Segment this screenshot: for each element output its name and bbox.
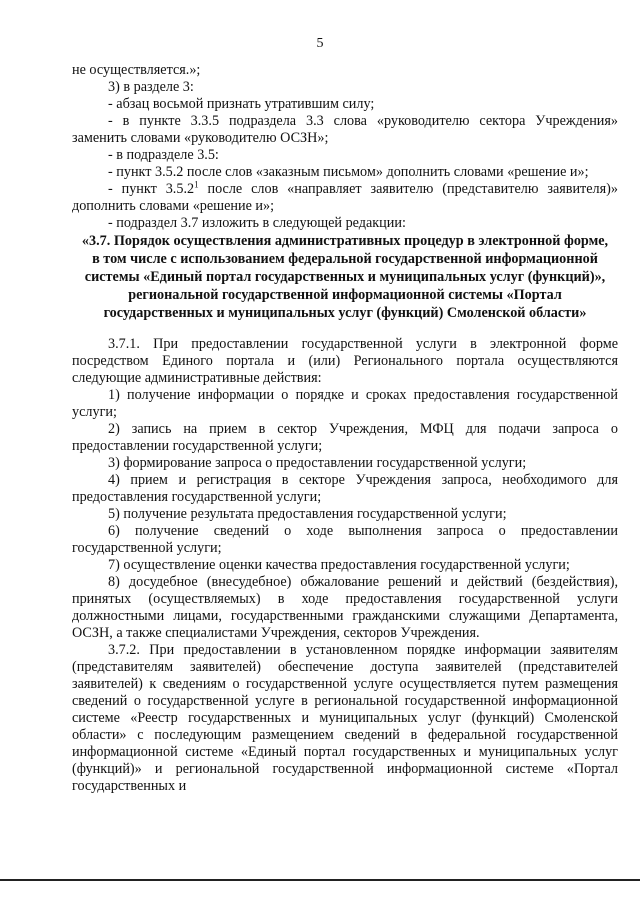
page-number: 5 [316, 36, 324, 51]
paragraph: 3) в разделе 3: [108, 79, 194, 95]
paragraph: - подраздел 3.7 изложить в следующей редакции: [108, 215, 406, 231]
paragraph: 3.7.2. При предоставлении в установленном порядке информации заявителям (представителям заявителей) обеспечение доступа заявителей (представителей заявителей) к сведениям о государственной услуге осуществляется путем размещения сведений о государственной услуге в региональной государственной информационной системе «Реестр государственных и муниципальных услуг (функций) Смоленской области» с последующим размещением сведений в федеральной государственной информационной системе «Единый портал государственных и муниципальных услуг (функций)» и региональной государственной информационной системе «Портал государственных и [72, 642, 618, 794]
list-item: 3) формирование запроса о предоставлении государственной услуги; [108, 455, 527, 471]
paragraph-352-1 [72, 181, 618, 215]
document-body [72, 62, 618, 795]
paragraph: не осуществляется.»; [72, 62, 201, 78]
section-heading: «3.7. Порядок осуществления административных процедур в электронной форме, в том числе с использованием федеральной государственной информационной системы «Единый портал государственных и муниципальных услуг (функций)», региональной государственной информационной системы «Портал государственных и муниципальных услуг (функций) Смоленской области» [81, 233, 609, 321]
list-item: 4) прием и регистрация в секторе Учреждения запроса, необходимого для предоставления государственной услуги; [72, 472, 618, 505]
scan-edge-line [0, 879, 640, 881]
list-item: 5) получение результата предоставления государственной услуги; [108, 506, 507, 522]
paragraph-text: после слов «направляет заявителю (представителю заявителя)» дополнить словами «решение и»; [72, 181, 618, 214]
list-item: 7) осуществление оценки качества предоставления государственной услуги; [108, 557, 570, 573]
paragraph-text: - пункт 3.5.2 [108, 181, 195, 197]
list-item: 8) досудебное (внесудебное) обжалование решений и действий (бездействия), принятых (осуществляемых) в ходе предоставления государственной услуги должностными лицами, государственными гражданскими служащими Департамента, ОСЗН, а также специалистами Учреждения, секторов Учреждения. [72, 574, 618, 641]
list-item: 1) получение информации о порядке и сроках предоставления государственной услуги; [72, 387, 618, 420]
spacer [72, 322, 618, 336]
paragraph: - в пункте 3.3.5 подраздела 3.3 слова «руководителю сектора Учреждения» заменить словами «руководителю ОСЗН»; [72, 113, 618, 146]
paragraph: - в подразделе 3.5: [108, 147, 219, 163]
list-item: 6) получение сведений о ходе выполнения запроса о предоставлении государственной услуги; [72, 523, 618, 556]
list-item: 2) запись на прием в сектор Учреждения, МФЦ для подачи запроса о предоставлении государственной услуги; [72, 421, 618, 454]
paragraph: 3.7.1. При предоставлении государственной услуги в электронной форме посредством Единого портала и (или) Регионального портала осуществляются следующие административные действия: [72, 336, 618, 386]
superscript: 1 [194, 179, 199, 190]
paragraph: - пункт 3.5.2 после слов «заказным письмом» дополнить словами «решение и»; [108, 164, 589, 180]
paragraph: - абзац восьмой признать утратившим силу; [108, 96, 375, 112]
